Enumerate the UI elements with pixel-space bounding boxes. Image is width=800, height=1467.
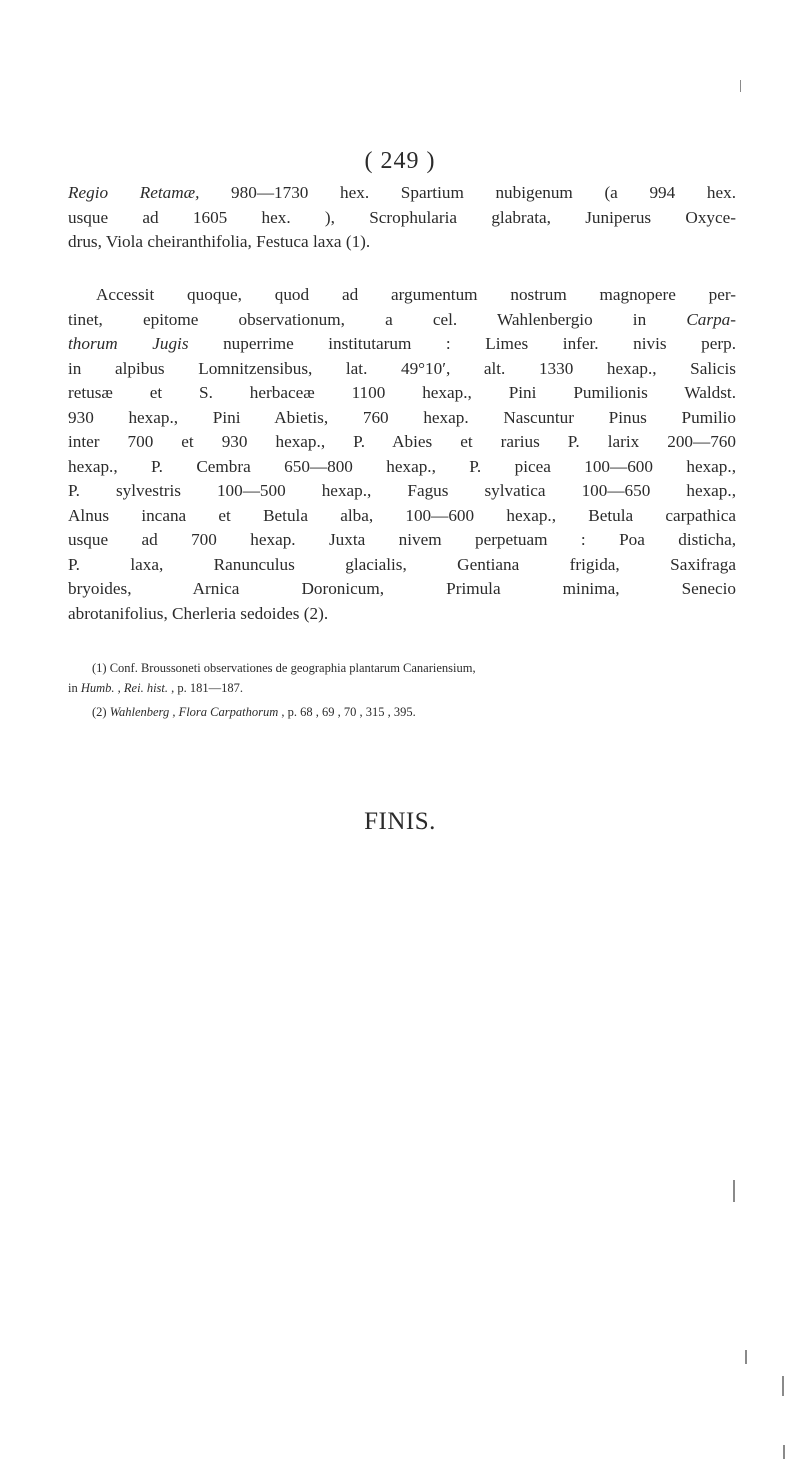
line-text: 980—1730 hex. Spartium nubigenum (a 994 hex.: [199, 183, 736, 202]
text-line: [68, 332, 736, 357]
footnote-text: in: [68, 681, 81, 695]
paper-speck: [740, 80, 741, 92]
page-number: ( 249 ): [364, 148, 436, 174]
paper-speck: [733, 1180, 735, 1202]
text-line: inter 700 et 930 hexap., P. Abies et rarius P. larix 200—760: [68, 432, 736, 451]
italic-term: thorum Jugis: [68, 334, 189, 353]
text-line: P. laxa, Ranunculus glacialis, Gentiana frigida, Saxifraga: [68, 554, 736, 574]
text-line: drus, Viola cheiranthifolia, Festuca laxa (1).: [68, 232, 371, 251]
italic-term: Regio Retamæ,: [68, 183, 200, 202]
finis-heading: FINIS.: [364, 808, 436, 835]
footnotes: [68, 658, 736, 722]
italic-term: Carpa-: [686, 309, 736, 329]
line-text: Accessit quoque, quod ad argumentum nostrum magnopere per-: [96, 285, 736, 304]
text-line: hexap., P. Cembra 650—800 hexap., P. picea 100—600 hexap.,: [68, 456, 736, 476]
text-line: abrotanifolius, Cherleria sedoides (2).: [68, 603, 329, 623]
footnote-text: Conf. Broussoneti observationes de geographia plantarum Canariensium,: [106, 661, 476, 675]
line-text: tinet, epitome observationum, a cel. Wahlenbergio in: [68, 309, 687, 329]
text-line: usque ad 1605 hex. ), Scrophularia glabrata, Juniperus Oxyce-: [68, 207, 736, 227]
footnote-citation: Wahlenberg , Flora Carpathorum: [106, 705, 279, 719]
footnote-marker: (1): [92, 661, 107, 675]
paper-speck: [782, 1376, 784, 1396]
footnote-2: [68, 702, 736, 722]
footnote-citation: Humb. , Rei. hist.: [80, 681, 169, 695]
text-line: retusæ et S. herbaceæ 1100 hexap., Pini Pumilionis Waldst.: [68, 383, 736, 402]
line-text: nuperrime institutarum : Limes infer. nivis perp.: [188, 334, 736, 353]
text-line: [68, 283, 736, 308]
footnote-1: [68, 658, 736, 678]
text-line: [68, 308, 736, 333]
text-line: in alpibus Lomnitzensibus, lat. 49°10′, alt. 1330 hexap., Salicis: [68, 358, 736, 378]
text-line: usque ad 700 hexap. Juxta nivem perpetuam : Poa disticha,: [68, 530, 736, 549]
paragraph-regio-retamae: [68, 181, 736, 255]
paragraph-accessit: [68, 283, 736, 626]
footnote-1-continued: [68, 678, 736, 698]
text-line: [68, 181, 736, 206]
text-line: Alnus incana et Betula alba, 100—600 hexap., Betula carpathica: [68, 505, 736, 525]
text-line: bryoides, Arnica Doronicum, Primula minima, Senecio: [68, 579, 736, 598]
paper-speck: [783, 1445, 785, 1459]
footnote-marker: (2): [92, 705, 107, 719]
footnote-text: , p. 181—187.: [168, 681, 244, 695]
paper-speck: [745, 1350, 747, 1364]
text-line: 930 hexap., Pini Abietis, 760 hexap. Nascuntur Pinus Pumilio: [68, 407, 736, 427]
footnote-text: , p. 68 , 69 , 70 , 315 , 395.: [278, 705, 416, 719]
text-line: P. sylvestris 100—500 hexap., Fagus sylvatica 100—650 hexap.,: [68, 481, 736, 500]
